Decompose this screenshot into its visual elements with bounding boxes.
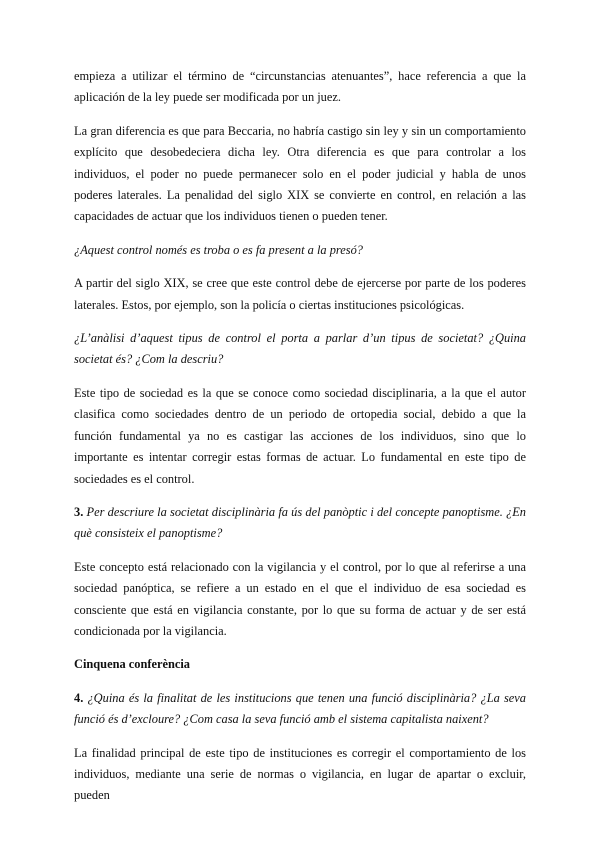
question-finalitat-institucions <box>74 688 526 731</box>
question-control-preso: ¿Aquest control només es troba o es fa present a la presó? <box>74 242 363 257</box>
question-number: 3. <box>74 504 84 519</box>
paragraph-sociedad-disciplinaria: Este tipo de sociedad es la que se conoce como sociedad disciplinaria, a la que el autor clasifica como sociedades dentro de un periodo de ortopedia social, debido a que la función fundamental ya no es castigar las acciones de los individuos, sino que lo importante es intentar corregir estas formas de actuar. Lo fundamental en este tipo de sociedades es el control. <box>74 385 526 486</box>
question-tipus-societat: ¿L’anàlisi d’aquest tipus de control el porta a parlar d’un tipus de societat? ¿Quina societat és? ¿Com la descriu? <box>74 331 526 367</box>
question-panoptisme <box>74 502 526 545</box>
document-body <box>74 66 526 807</box>
section-heading: Cinquena conferència <box>74 657 190 672</box>
question-text: Per descriure la societat disciplinària fa ús del panòptic i del concepte panoptisme. ¿En què consisteix el panoptisme? <box>74 504 526 541</box>
paragraph-beccaria: La gran diferencia es que para Beccaria, no habría castigo sin ley y sin un comportamiento explícito que desobedeciera dicha ley. Otra diferencia es que para controlar a los individuos, el poder no puede permanecer solo en el poder judicial y habla de unos poderes laterales. La penalidad del siglo XIX se convierte en control, en relación a las capacidades de actuar que los individuos tienen o pueden tener. <box>74 123 526 224</box>
question-text: ¿Quina és la finalitat de les institucions que tenen una funció disciplinària? ¿La seva funció és d’excloure? ¿Com casa la seva funció amb el sistema capitalista naixent? <box>74 690 526 727</box>
question-number: 4. <box>74 690 84 705</box>
paragraph-vigilancia: Este concepto está relacionado con la vigilancia y el control, por lo que al referirse a una sociedad panóptica, se refiere a un estado en el que el individuo de esa sociedad es consciente que está en vigilancia constante, por lo que su forma de actuar y de ser está condicionada por la vigilancia. <box>74 559 526 638</box>
paragraph-finalidad: La finalidad principal de este tipo de instituciones es corregir el comportamiento de los individuos, mediante una serie de normas o vigilancia, en lugar de apartar o excluir, pueden <box>74 745 526 803</box>
paragraph-atenuantes: empieza a utilizar el término de “circunstancias atenuantes”, hace referencia a que la aplicación de la ley puede ser modificada por un juez. <box>74 69 526 105</box>
paragraph-poderes-laterales: A partir del siglo XIX, se cree que este control debe de ejercerse por parte de los poderes laterales. Estos, por ejemplo, son la policía o ciertas instituciones psicológicas. <box>74 276 526 312</box>
